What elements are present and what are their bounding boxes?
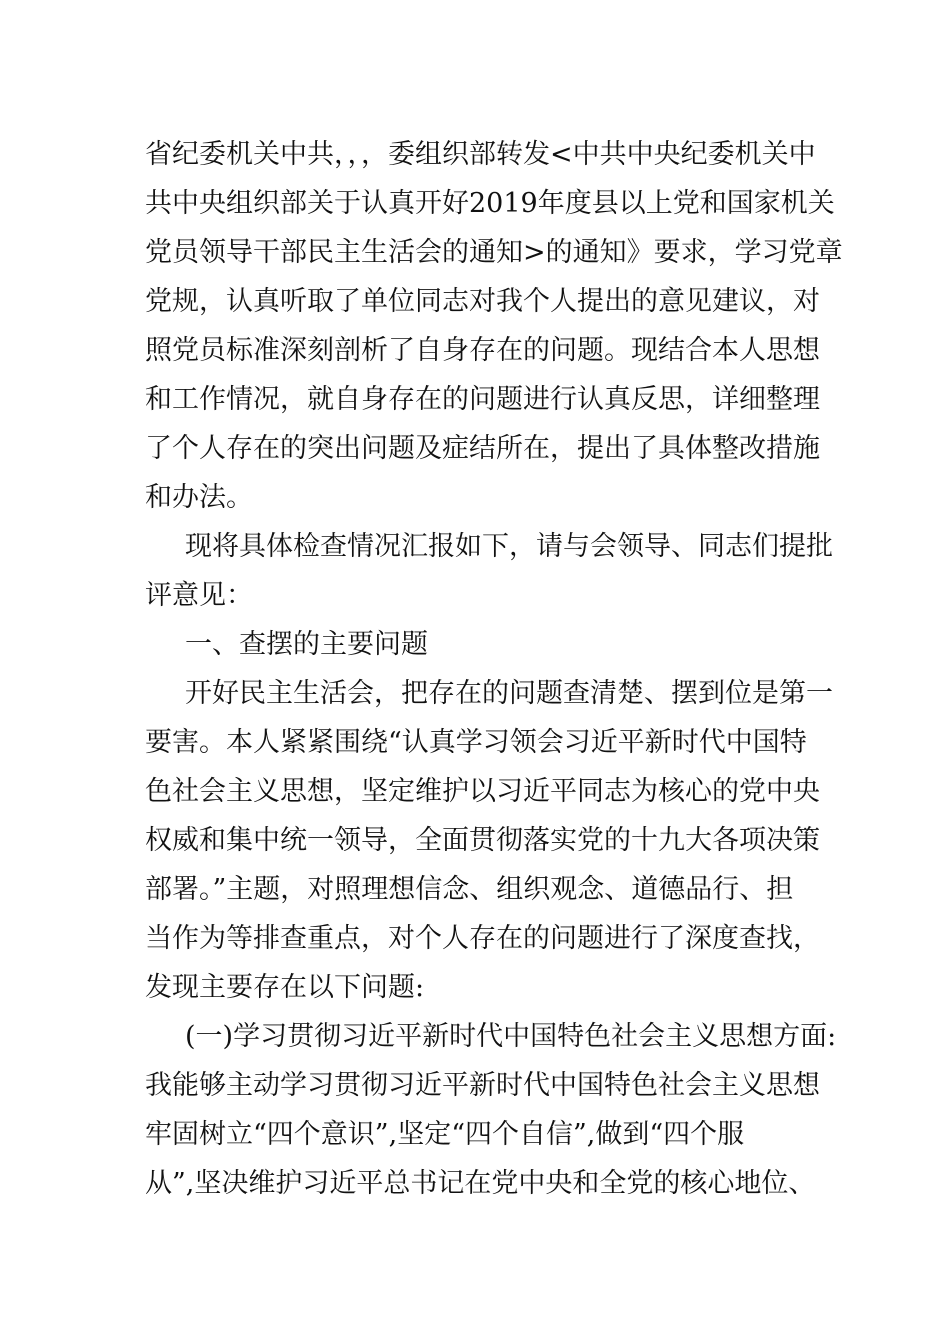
text-line: 省纪委机关中共，，，委组织部转发<中共中央纪委机关中: [145, 139, 816, 170]
section-heading: 一、查摆的主要问题: [185, 629, 428, 660]
text-line: 照党员标准深刻剖析了自身存在的问题。现结合本人思想: [145, 335, 820, 366]
text-line: 共中央组织部关于认真开好2019年度县以上党和国家机关: [145, 188, 835, 219]
text-line: 发现主要存在以下问题:: [145, 972, 425, 1003]
subsection-heading: (一)学习贯彻习近平新时代中国特色社会主义思想方面:: [185, 1021, 837, 1052]
text-line: 要害。本人紧紧围绕“认真学习领会习近平新时代中国特: [145, 727, 807, 758]
text-line: 党规，认真听取了单位同志对我个人提出的意见建议，对: [145, 286, 820, 317]
text-line: 牢固树立“四个意识”,坚定“四个自信”,做到“四个服: [145, 1119, 745, 1150]
text-line: 我能够主动学习贯彻习近平新时代中国特色社会主义思想: [145, 1070, 820, 1101]
text-line: 色社会主义思想，坚定维护以习近平同志为核心的党中央: [145, 776, 820, 807]
text-line: 部署。”主题，对照理想信念、组织观念、道德品行、担: [145, 874, 794, 905]
text-line: 权威和集中统一领导，全面贯彻落实党的十九大各项决策: [145, 825, 820, 856]
text-line: 当作为等排查重点，对个人存在的问题进行了深度查找，: [145, 923, 820, 954]
text-line: 现将具体检查情况汇报如下，请与会领导、同志们提批: [185, 531, 833, 562]
text-line: 了个人存在的突出问题及症结所在，提出了具体整改措施: [145, 433, 820, 464]
text-line: 评意见：: [145, 580, 253, 611]
text-line: 和办法。: [145, 482, 253, 513]
body-text: [145, 130, 843, 1208]
text-line: 从”,坚决维护习近平总书记在党中央和全党的核心地位、: [145, 1168, 816, 1199]
text-line: 党员领导干部民主生活会的通知>的通知》要求，学习党章: [145, 237, 843, 268]
text-line: 和工作情况，就自身存在的问题进行认真反思，详细整理: [145, 384, 820, 415]
text-line: 开好民主生活会，把存在的问题查清楚、摆到位是第一: [185, 678, 833, 709]
